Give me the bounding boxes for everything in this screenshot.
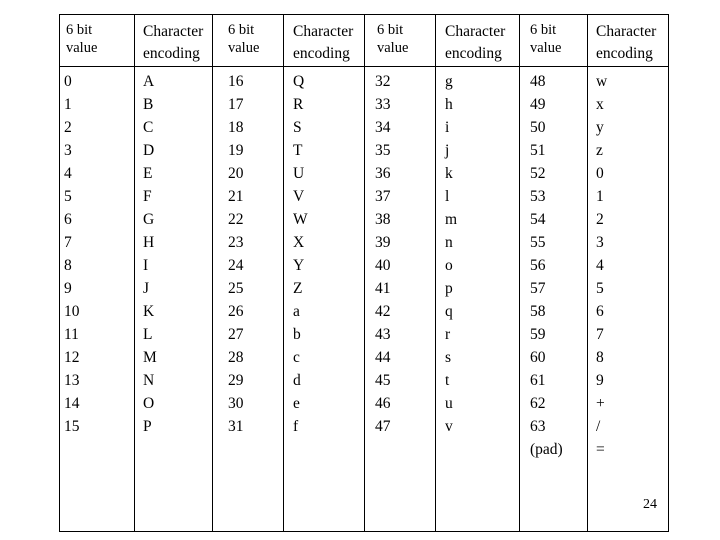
value-column-1 bbox=[64, 70, 80, 438]
header-line2: value bbox=[377, 40, 409, 56]
value-column-2 bbox=[228, 70, 244, 438]
table-cell: 21 bbox=[228, 188, 244, 205]
table-cell: 0 bbox=[596, 165, 604, 182]
header-6bit-value bbox=[377, 22, 408, 57]
table-cell: n bbox=[445, 234, 453, 251]
table-cell: 1 bbox=[596, 188, 604, 205]
table-cell: r bbox=[445, 326, 451, 343]
table-cell: M bbox=[143, 349, 157, 366]
table-cell: 10 bbox=[64, 303, 80, 320]
table-cell: p bbox=[445, 280, 453, 297]
table-cell: I bbox=[143, 257, 149, 274]
table-cell: J bbox=[143, 280, 150, 297]
header-line2: value bbox=[66, 40, 98, 56]
table-cell: N bbox=[143, 372, 155, 389]
table-cell: 9 bbox=[596, 372, 604, 389]
table-cell: 44 bbox=[375, 349, 391, 366]
table-cell: 43 bbox=[375, 326, 391, 343]
table-cell: f bbox=[293, 418, 299, 435]
header-line2: encoding bbox=[445, 45, 502, 62]
table-cell: 2 bbox=[64, 119, 72, 136]
table-cell: 6 bbox=[596, 303, 604, 320]
table-cell: 38 bbox=[375, 211, 391, 228]
header-line1: 6 bit bbox=[228, 22, 255, 38]
table-cell: R bbox=[293, 96, 304, 113]
table-cell: 1 bbox=[64, 96, 72, 113]
table-cell: 7 bbox=[64, 234, 72, 251]
table-cell: z bbox=[596, 142, 603, 159]
table-cell: D bbox=[143, 142, 155, 159]
table-cell: A bbox=[143, 73, 155, 90]
table-cell: 59 bbox=[530, 326, 546, 343]
table-cell: 18 bbox=[228, 119, 244, 136]
table-cell: L bbox=[143, 326, 153, 343]
column-divider bbox=[283, 14, 284, 532]
table-cell: 29 bbox=[228, 372, 244, 389]
table-cell: m bbox=[445, 211, 458, 228]
header-line1: Character bbox=[293, 23, 354, 40]
table-cell: Q bbox=[293, 73, 305, 90]
table-cell: 15 bbox=[64, 418, 80, 435]
header-line1: 6 bit bbox=[66, 22, 93, 38]
table-cell: Z bbox=[293, 280, 303, 297]
table-cell: 11 bbox=[64, 326, 79, 343]
table-cell: E bbox=[143, 165, 153, 182]
header-divider bbox=[59, 66, 669, 67]
table-cell: 47 bbox=[375, 418, 391, 435]
table-cell: T bbox=[293, 142, 303, 159]
table-cell: K bbox=[143, 303, 155, 320]
table-cell: 60 bbox=[530, 349, 546, 366]
table-cell: / bbox=[596, 418, 601, 435]
table-cell: l bbox=[445, 188, 450, 205]
table-cell: 57 bbox=[530, 280, 546, 297]
table-cell: 25 bbox=[228, 280, 244, 297]
table-cell: 19 bbox=[228, 142, 244, 159]
table-cell: 26 bbox=[228, 303, 244, 320]
table-cell: 22 bbox=[228, 211, 244, 228]
table-cell: 9 bbox=[64, 280, 72, 297]
table-cell: 30 bbox=[228, 395, 244, 412]
table-cell: 58 bbox=[530, 303, 546, 320]
table-cell: 23 bbox=[228, 234, 244, 251]
table-cell: 3 bbox=[596, 234, 604, 251]
table-cell: a bbox=[293, 303, 300, 320]
table-cell: 41 bbox=[375, 280, 391, 297]
table-cell: 33 bbox=[375, 96, 391, 113]
table-cell: d bbox=[293, 372, 301, 389]
table-cell: 34 bbox=[375, 119, 391, 136]
table-cell: 4 bbox=[596, 257, 604, 274]
table-cell: 61 bbox=[530, 372, 546, 389]
table-cell: b bbox=[293, 326, 301, 343]
table-cell: 49 bbox=[530, 96, 546, 113]
table-cell: 45 bbox=[375, 372, 391, 389]
header-line1: 6 bit bbox=[530, 22, 557, 38]
table-cell: 24 bbox=[228, 257, 244, 274]
header-6bit-value bbox=[530, 22, 561, 57]
table-cell: 27 bbox=[228, 326, 244, 343]
header-line2: encoding bbox=[596, 45, 653, 62]
table-cell: 40 bbox=[375, 257, 391, 274]
table-cell: 12 bbox=[64, 349, 80, 366]
table-cell: t bbox=[445, 372, 450, 389]
table-cell: H bbox=[143, 234, 155, 251]
table-cell: h bbox=[445, 96, 453, 113]
table-cell: U bbox=[293, 165, 305, 182]
table-cell: V bbox=[293, 188, 305, 205]
table-cell: c bbox=[293, 349, 300, 366]
table-cell: W bbox=[293, 211, 308, 228]
table-cell: 54 bbox=[530, 211, 546, 228]
column-divider bbox=[435, 14, 436, 532]
table-cell: B bbox=[143, 96, 154, 113]
encoding-column-4 bbox=[596, 70, 607, 461]
table-cell: w bbox=[596, 73, 608, 90]
table-cell: e bbox=[293, 395, 300, 412]
table-cell: 31 bbox=[228, 418, 244, 435]
table-cell: 32 bbox=[375, 73, 391, 90]
table-cell: 52 bbox=[530, 165, 546, 182]
table-cell: 51 bbox=[530, 142, 546, 159]
encoding-column-2 bbox=[293, 70, 308, 438]
table-cell: 7 bbox=[596, 326, 604, 343]
table-cell: 50 bbox=[530, 119, 546, 136]
column-divider bbox=[519, 14, 520, 532]
header-6bit-value bbox=[228, 22, 259, 57]
table-cell: 36 bbox=[375, 165, 391, 182]
column-divider bbox=[587, 14, 588, 532]
table-cell: 8 bbox=[596, 349, 604, 366]
table-cell: 56 bbox=[530, 257, 546, 274]
table-cell: 17 bbox=[228, 96, 244, 113]
table-cell: 48 bbox=[530, 73, 546, 90]
table-cell: O bbox=[143, 395, 155, 412]
table-cell: P bbox=[143, 418, 152, 435]
table-cell: 3 bbox=[64, 142, 72, 159]
table-cell: S bbox=[293, 119, 302, 136]
table-cell: 8 bbox=[64, 257, 72, 274]
table-cell: C bbox=[143, 119, 154, 136]
table-cell: 62 bbox=[530, 395, 546, 412]
table-cell: X bbox=[293, 234, 305, 251]
table-cell: = bbox=[596, 441, 605, 458]
table-cell: 35 bbox=[375, 142, 391, 159]
table-cell: g bbox=[445, 73, 453, 90]
header-line1: Character bbox=[445, 23, 506, 40]
page-number: 24 bbox=[643, 497, 657, 512]
table-cell: F bbox=[143, 188, 152, 205]
column-divider bbox=[212, 14, 213, 532]
table-cell: 13 bbox=[64, 372, 80, 389]
table-cell: 0 bbox=[64, 73, 72, 90]
table-cell: v bbox=[445, 418, 453, 435]
table-cell: 28 bbox=[228, 349, 244, 366]
encoding-column-3 bbox=[445, 70, 457, 438]
header-character-encoding bbox=[293, 22, 353, 63]
column-divider bbox=[364, 14, 365, 532]
table-cell: + bbox=[596, 395, 605, 412]
table-cell: 6 bbox=[64, 211, 72, 228]
table-cell: 5 bbox=[596, 280, 604, 297]
table-cell: Y bbox=[293, 257, 305, 274]
header-line2: encoding bbox=[143, 45, 200, 62]
encoding-column-1 bbox=[143, 70, 157, 438]
header-line1: Character bbox=[143, 23, 204, 40]
header-6bit-value bbox=[66, 22, 97, 57]
table-cell: s bbox=[445, 349, 452, 366]
table-cell: y bbox=[596, 119, 604, 136]
header-line1: 6 bit bbox=[377, 22, 404, 38]
table-cell: 2 bbox=[596, 211, 604, 228]
table-cell: 55 bbox=[530, 234, 546, 251]
value-column-3 bbox=[375, 70, 391, 438]
header-line2: value bbox=[530, 40, 562, 56]
table-cell: 37 bbox=[375, 188, 391, 205]
header-line2: value bbox=[228, 40, 260, 56]
header-character-encoding bbox=[143, 22, 203, 63]
table-cell: 39 bbox=[375, 234, 391, 251]
table-cell: 16 bbox=[228, 73, 244, 90]
table-cell: 53 bbox=[530, 188, 546, 205]
header-line2: encoding bbox=[293, 45, 350, 62]
column-divider bbox=[134, 14, 135, 532]
table-cell: 20 bbox=[228, 165, 244, 182]
table-cell: i bbox=[445, 119, 450, 136]
table-cell: 63 bbox=[530, 418, 546, 435]
header-character-encoding bbox=[445, 22, 505, 63]
table-cell: q bbox=[445, 303, 453, 320]
table-cell: 14 bbox=[64, 395, 80, 412]
table-cell: x bbox=[596, 96, 604, 113]
table-cell: G bbox=[143, 211, 155, 228]
table-cell: 46 bbox=[375, 395, 391, 412]
value-column-4 bbox=[530, 70, 563, 461]
table-cell: k bbox=[445, 165, 453, 182]
table-cell: 5 bbox=[64, 188, 72, 205]
table-cell: (pad) bbox=[530, 441, 563, 458]
table-cell: u bbox=[445, 395, 453, 412]
header-line1: Character bbox=[596, 23, 657, 40]
table-cell: o bbox=[445, 257, 453, 274]
table-cell: j bbox=[445, 142, 450, 159]
header-character-encoding bbox=[596, 22, 656, 63]
table-cell: 4 bbox=[64, 165, 72, 182]
table-cell: 42 bbox=[375, 303, 391, 320]
